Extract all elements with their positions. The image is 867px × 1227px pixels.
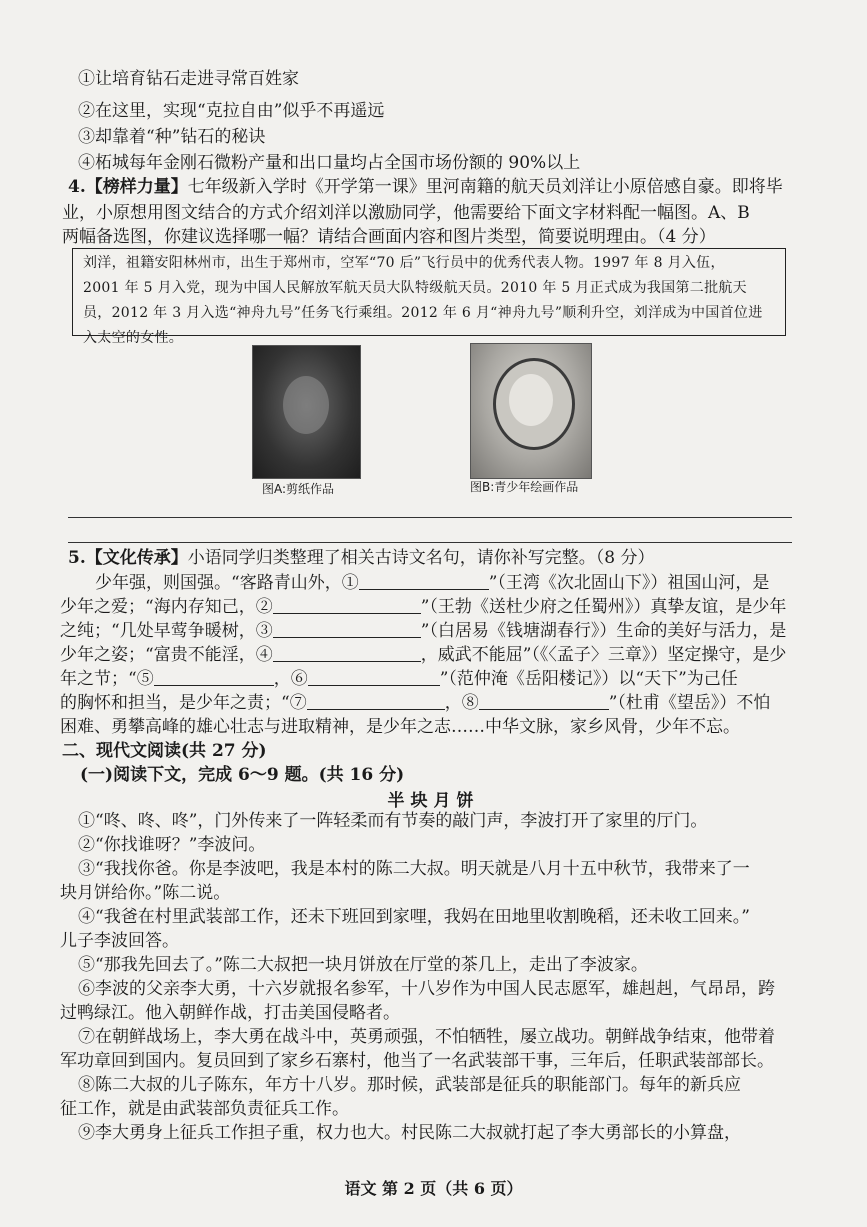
painting-image [470, 343, 592, 479]
section-heading: 二、现代文阅读(共 27 分) [62, 741, 267, 761]
story-paragraph: ④“我爸在村里武装部工作，还未下班回到家哩，我妈在田地里收割晚稻，还未收工回来。” [78, 907, 750, 927]
q5-head-text: 小语同学归类整理了相关古诗文名句，请你补写完整。（8 分） [187, 548, 655, 568]
story-paragraph: ⑤“那我先回去了。”陈二大叔把一块月饼放在厅堂的茶几上，走出了李波家。 [78, 955, 648, 975]
q5-head [68, 547, 654, 569]
q4-text-1: 七年级新入学时《开学第一课》里河南籍的航天员刘洋让小原倍感自豪。即将毕 [187, 177, 783, 197]
story-title: 半块月饼 [387, 791, 480, 811]
q4-line-3: 两幅备选图，你建议选择哪一幅？请结合画面内容和图片类型，简要说明理由。（4 分） [62, 227, 716, 247]
blank-1[interactable] [359, 573, 489, 590]
caption-b: 图B:青少年绘画作品 [470, 480, 579, 494]
story-paragraph: ②“你找谁呀？”李波问。 [78, 835, 266, 855]
blank-7[interactable] [307, 693, 445, 710]
q5-line-3: 之纯；“几处早莺争暖树，③ ”（白居易《钱塘湖春行》）生命的美好与活力，是 [60, 621, 787, 641]
material-line: 员，2012 年 3 月入选“神舟九号”任务飞行乘组。2012 年 6 月“神舟九号”顺利升空，刘洋成为中国首位进 [83, 305, 763, 321]
answer-line[interactable] [68, 517, 792, 518]
story-paragraph: ⑧陈二大叔的儿子陈东，年方十八岁。那时候，武装部是征兵的职能部门。每年的新兵应 [78, 1075, 741, 1095]
blank-6[interactable] [308, 669, 440, 686]
option-4: ④柘城每年金刚石微粉产量和出口量均占全国市场份额的 90%以上 [78, 153, 581, 173]
q4-line-2: 业，小原想用图文结合的方式介绍刘洋以激励同学，他需要给下面文字材料配一幅图。A、B [62, 203, 750, 223]
story-paragraph: ⑦在朝鲜战场上，李大勇在战斗中，英勇顽强，不怕牺牲，屡立战功。朝鲜战争结束，他带着 [78, 1027, 775, 1047]
q4-line-1 [68, 176, 783, 198]
story-paragraph: ⑥李波的父亲李大勇，十六岁就报名参军，十八岁作为中国人民志愿军，雄赳赳，气昂昂，跨 [78, 979, 775, 999]
caption-a: 图A:剪纸作品 [262, 482, 335, 496]
subsection-heading: (一)阅读下文，完成 6～9 题。(共 16 分) [80, 765, 405, 785]
story-paragraph: ①“咚、咚、咚”，门外传来了一阵轻柔而有节奏的敲门声，李波打开了家里的厅门。 [78, 811, 708, 831]
material-line: 刘洋，祖籍安阳林州市，出生于郑州市，空军“70 后”飞行员中的优秀代表人物。1997 年 8 月入伍， [83, 255, 725, 271]
blank-5[interactable] [154, 669, 274, 686]
story-paragraph: 征工作，就是由武装部负责征兵工作。 [60, 1099, 349, 1119]
q5-line-5: 年之节；“⑤ ，⑥ ”（范仲淹《岳阳楼记》）以“天下”为己任 [60, 669, 738, 689]
story-paragraph: 军功章回到国内。复员回到了家乡石寨村，他当了一名武装部干事，三年后，任职武装部部长。 [60, 1051, 774, 1071]
q5-line-4: 少年之姿；“富贵不能淫，④ ，威武不能屈”（《〈孟子〉三章》）坚定操守，是少 [60, 645, 787, 665]
page-footer: 语文 第 2 页（共 6 页） [344, 1179, 523, 1198]
q5-line-7: 困难、勇攀高峰的雄心壮志与进取精神，是少年之志……中华文脉，家乡风骨，少年不忘。 [60, 717, 740, 737]
q5-line-2: 少年之爱；“海内存知己，② ”（王勃《送杜少府之任蜀州》）真挚友谊，是少年 [60, 597, 787, 617]
q4-tag: 4.【榜样力量】 [68, 177, 188, 197]
story-paragraph: 儿子李波回答。 [60, 931, 179, 951]
story-paragraph: ③“我找你爸。你是李波吧，我是本村的陈二大叔。明天就是八月十五中秋节，我带来了一 [78, 859, 750, 879]
q5-line-1: 少年强，则国强。“客路青山外，① ”（王湾《次北固山下》）祖国山河，是 [95, 573, 770, 593]
blank-8[interactable] [479, 693, 609, 710]
q5-line-6: 的胸怀和担当，是少年之责；“⑦ ，⑧ ”（杜甫《望岳》）不怕 [60, 693, 771, 713]
option-1: ①让培育钻石走进寻常百姓家 [78, 69, 299, 89]
material-box [72, 248, 786, 346]
answer-line[interactable] [68, 542, 792, 543]
material-line: 2001 年 5 月入党，现为中国人民解放军航天员大队特级航天员。2010 年 5 月正式成为我国第二批航天 [83, 280, 747, 296]
blank-3[interactable] [273, 621, 421, 638]
material-line: 入太空的女性。 [83, 330, 184, 346]
story-paragraph: 过鸭绿江。他入朝鲜作战，打击美国侵略者。 [60, 1003, 400, 1023]
blank-2[interactable] [273, 597, 421, 614]
story-paragraph: 块月饼给你。”陈二说。 [60, 883, 231, 903]
story-paragraph: ⑨李大勇身上征兵工作担子重，权力也大。村民陈二大叔就打起了李大勇部长的小算盘， [78, 1123, 741, 1143]
blank-4[interactable] [273, 645, 421, 662]
option-3: ③却靠着“种”钻石的秘诀 [78, 127, 266, 147]
papercut-image [252, 345, 361, 479]
q5-tag: 5.【文化传承】 [68, 548, 188, 568]
option-2: ②在这里，实现“克拉自由”似乎不再遥远 [78, 101, 385, 121]
